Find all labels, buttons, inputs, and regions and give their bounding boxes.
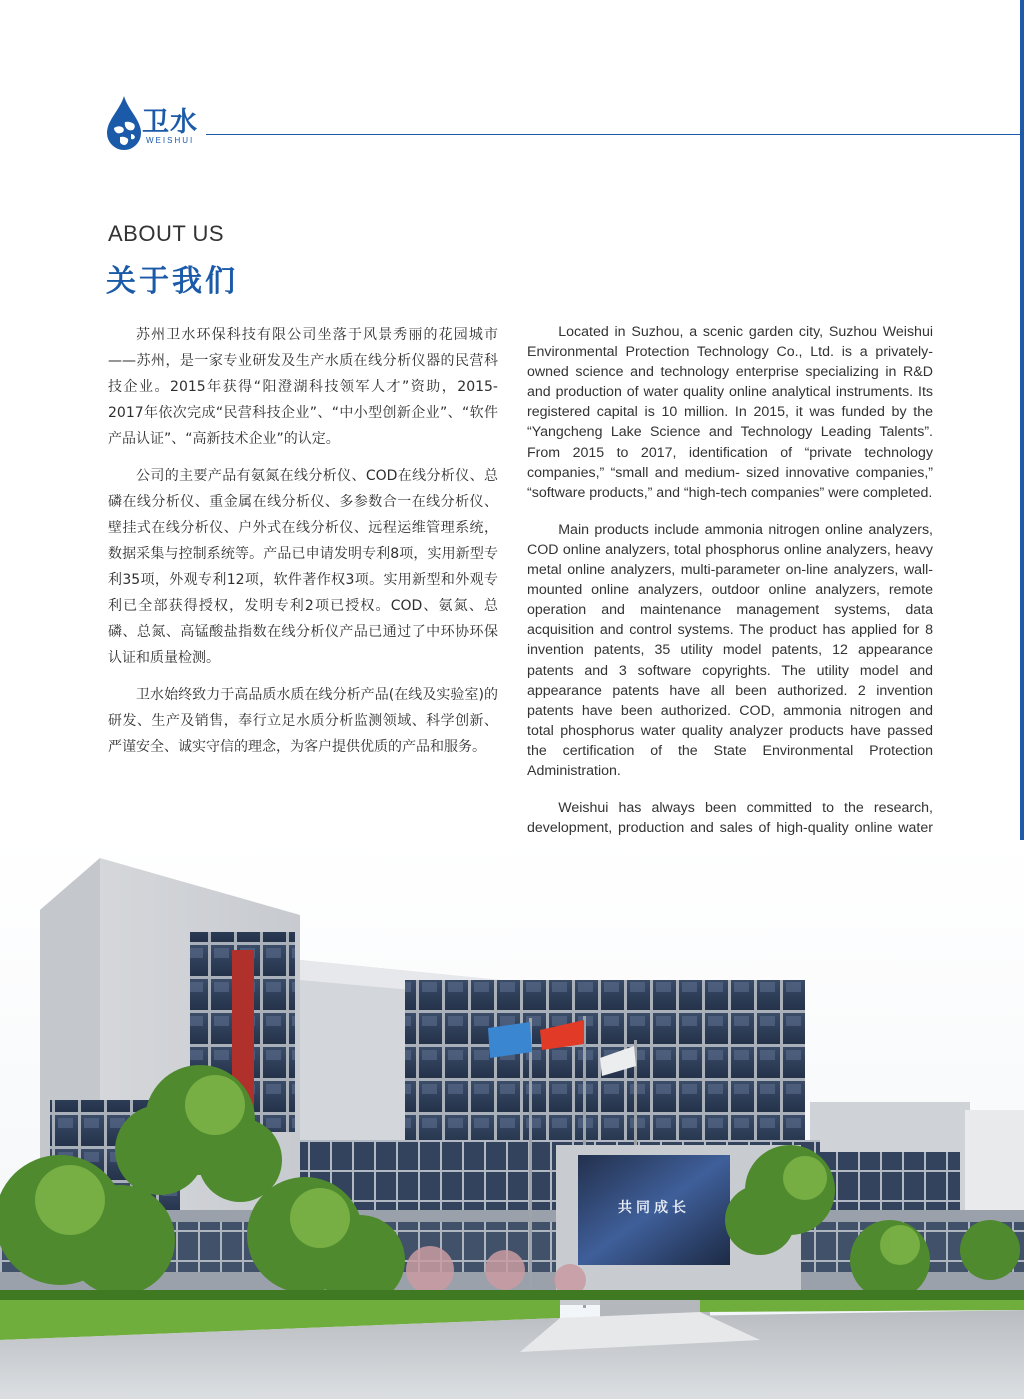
cn-paragraph-products: 公司的主要产品有氨氮在线分析仪、COD在线分析仪、总磷在线分析仪、重金属在线分析仪、多参数合一在线分析仪、壁挂式在线分析仪、户外式在线分析仪、远程运维管理系统，数据采集与控制系统等。产品已申请发明专利8项，实用新型专利35项，外观专利12项，软件著作权3项。实用新型和外观专利已全部获得授权，发明专利2项已授权。COD、氨氮、总磷、总氮、高锰酸盐指数在线分析仪产品已通过了中环协环保认证和质量检测。 bbox=[108, 468, 498, 666]
chinese-text-column bbox=[108, 322, 498, 771]
water-drop-globe-icon bbox=[106, 94, 142, 152]
header-divider bbox=[206, 134, 1024, 135]
en-paragraph-mission: Weishui has always been committed to the research, development, production and sales of high-quality online water bbox=[527, 800, 933, 837]
logo-english-name: WEISHUI bbox=[146, 136, 195, 145]
logo-chinese-name: 卫水 bbox=[142, 107, 198, 138]
company-logo bbox=[106, 94, 206, 154]
section-title-english: ABOUT US bbox=[108, 221, 225, 246]
cn-paragraph-mission: 卫水始终致力于高品质水质在线分析产品(在线及实验室)的研发、生产及销售，奉行立足水质分析监测领域、科学创新、严谨安全、诚实守信的理念，为客户提供优质的产品和服务。 bbox=[108, 687, 498, 755]
led-screen-slogan: 共同成长 bbox=[618, 1200, 690, 1216]
en-paragraph-products: Main products include ammonia nitrogen online analyzers, COD online analyzers, total phosphorus online analyzers, heavy metal online analyzers, multi-parameter on-line analyzers, wall-mounted online analyzers, outdoor online analyzers, remote operation and maintenance management systems, data acquisition and control systems. The product has applied for 8 invention patents, 35 utility model patents, 12 appearance patents and 3 software copyrights. The utility model and appearance patents have all been authorized. 2 invention patents have been authorized. COD, ammonia nitrogen and total phosphorus water quality analyzer products have passed the certification of the State Environmental Protection Administration. bbox=[527, 521, 933, 779]
headquarters-building-photo bbox=[0, 840, 1024, 1399]
cn-paragraph-intro: 苏州卫水环保科技有限公司坐落于风景秀丽的花园城市——苏州，是一家专业研发及生产水质在线分析仪器的民营科技企业。2015年获得“阳澄湖科技领军人才”资助，2015-2017年依次完成“民营科技企业”、“中小型创新企业”、“软件产品认证”、“高新技术企业”的认定。 bbox=[108, 327, 498, 447]
en-paragraph-intro: Located in Suzhou, a scenic garden city, Suzhou Weishui Environmental Protection Technology Co., Ltd. is a privately-owned science and technology enterprise specializing in R&D and production of water quality online analytical instruments. Its registered capital is 10 million. In 2015, it was funded by the “Yangcheng Lake Science and Technology Leading Talents”. From 2015 to 2017, identification of “private technology companies,” “small and medium- sized innovative companies,” “software products,” and “high-tech companies” were completed. bbox=[527, 324, 933, 501]
section-title-chinese: 关于我们 bbox=[106, 264, 238, 299]
